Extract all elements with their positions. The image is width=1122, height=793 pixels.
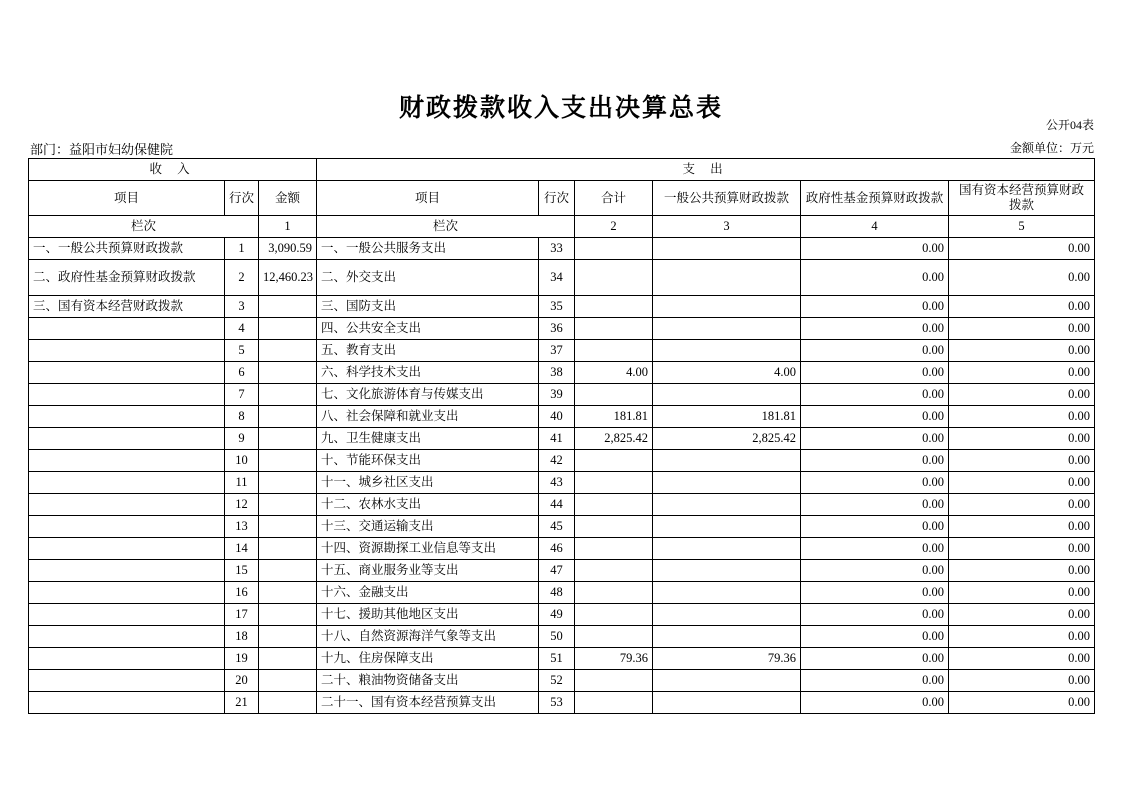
expense-rowno-cell: 47 — [539, 560, 575, 582]
expense-item-cell: 十二、农林水支出 — [317, 494, 539, 516]
income-item-cell — [29, 450, 225, 472]
expense-fund-cell: 0.00 — [801, 560, 949, 582]
expense-total-cell — [575, 260, 653, 296]
department-label: 部门： — [30, 142, 70, 157]
expense-total-cell: 2,825.42 — [575, 428, 653, 450]
expense-capital-cell: 0.00 — [949, 604, 1095, 626]
expense-item-cell: 十九、住房保障支出 — [317, 648, 539, 670]
expense-capital-cell: 0.00 — [949, 538, 1095, 560]
expense-fund-cell: 0.00 — [801, 406, 949, 428]
table-row — [29, 362, 1095, 384]
expense-general-cell: 4.00 — [653, 362, 801, 384]
expense-total-cell — [575, 692, 653, 714]
income-amount-cell — [259, 428, 317, 450]
expense-fund-cell: 0.00 — [801, 604, 949, 626]
expense-total-cell — [575, 238, 653, 260]
expense-general-cell — [653, 670, 801, 692]
income-rowno-cell: 10 — [225, 450, 259, 472]
table-row — [29, 670, 1095, 692]
expense-total-cell: 4.00 — [575, 362, 653, 384]
expense-general-cell — [653, 538, 801, 560]
expense-item-cell: 十七、援助其他地区支出 — [317, 604, 539, 626]
income-amount-cell — [259, 692, 317, 714]
income-item-cell — [29, 340, 225, 362]
income-rowno-cell: 11 — [225, 472, 259, 494]
income-rowno-cell: 14 — [225, 538, 259, 560]
income-amount-cell — [259, 560, 317, 582]
expense-capital-cell: 0.00 — [949, 472, 1095, 494]
expense-total-cell — [575, 560, 653, 582]
expense-item-cell: 八、社会保障和就业支出 — [317, 406, 539, 428]
expense-fund-cell: 0.00 — [801, 362, 949, 384]
income-rowno-cell: 2 — [225, 260, 259, 296]
expense-capital-cell: 0.00 — [949, 516, 1095, 538]
table-column-header-row — [29, 181, 1095, 216]
income-item-cell — [29, 560, 225, 582]
expense-col-5: 5 — [949, 216, 1095, 238]
expense-item-cell: 四、公共安全支出 — [317, 318, 539, 340]
expense-fund-cell: 0.00 — [801, 670, 949, 692]
table-row — [29, 384, 1095, 406]
expense-rowno-cell: 41 — [539, 428, 575, 450]
expense-col-label: 栏次 — [317, 216, 575, 238]
expense-fund-cell: 0.00 — [801, 692, 949, 714]
expense-general-cell — [653, 318, 801, 340]
expense-fund-cell: 0.00 — [801, 238, 949, 260]
income-rowno-cell: 8 — [225, 406, 259, 428]
expense-item-cell: 十一、城乡社区支出 — [317, 472, 539, 494]
income-amount-cell — [259, 472, 317, 494]
table-row — [29, 604, 1095, 626]
income-item-cell — [29, 494, 225, 516]
expense-general-cell — [653, 260, 801, 296]
table-row — [29, 238, 1095, 260]
expense-item-cell: 十、节能环保支出 — [317, 450, 539, 472]
expense-general-cell — [653, 296, 801, 318]
expense-item-cell: 五、教育支出 — [317, 340, 539, 362]
income-item-cell — [29, 384, 225, 406]
expense-item-cell: 十八、自然资源海洋气象等支出 — [317, 626, 539, 648]
expense-total-cell: 79.36 — [575, 648, 653, 670]
expense-fund-cell: 0.00 — [801, 538, 949, 560]
expense-general-cell — [653, 560, 801, 582]
expense-rowno-cell: 38 — [539, 362, 575, 384]
expense-item-cell: 六、科学技术支出 — [317, 362, 539, 384]
income-item-cell — [29, 472, 225, 494]
income-item-header: 项目 — [29, 181, 225, 216]
income-rowno-cell: 7 — [225, 384, 259, 406]
expense-general-cell — [653, 582, 801, 604]
expense-general-cell — [653, 494, 801, 516]
expense-total-cell — [575, 582, 653, 604]
income-col-1: 1 — [259, 216, 317, 238]
income-group-header: 收 入 — [29, 159, 317, 181]
table-row — [29, 472, 1095, 494]
income-amount-cell — [259, 516, 317, 538]
table-row — [29, 318, 1095, 340]
income-rowno-cell: 5 — [225, 340, 259, 362]
department-value: 益阳市妇幼保健院 — [69, 142, 174, 157]
expense-capital-cell: 0.00 — [949, 296, 1095, 318]
income-amount-cell — [259, 340, 317, 362]
expense-general-cell — [653, 340, 801, 362]
expense-capital-cell: 0.00 — [949, 692, 1095, 714]
expense-rowno-cell: 44 — [539, 494, 575, 516]
expense-rowno-cell: 34 — [539, 260, 575, 296]
income-amount-cell — [259, 450, 317, 472]
income-item-cell: 二、政府性基金预算财政拨款 — [29, 260, 225, 296]
expense-fund-cell: 0.00 — [801, 582, 949, 604]
expense-total-cell — [575, 318, 653, 340]
expense-total-cell — [575, 604, 653, 626]
expense-gov-fund-header: 政府性基金预算财政拨款 — [801, 181, 949, 216]
income-col-label: 栏次 — [29, 216, 259, 238]
expense-rowno-cell: 52 — [539, 670, 575, 692]
expense-fund-cell: 0.00 — [801, 626, 949, 648]
expense-fund-cell: 0.00 — [801, 472, 949, 494]
expense-rowno-cell: 49 — [539, 604, 575, 626]
expense-group-header: 支 出 — [317, 159, 1095, 181]
income-rowno-cell: 6 — [225, 362, 259, 384]
table-row — [29, 428, 1095, 450]
income-amount-cell — [259, 406, 317, 428]
expense-capital-cell: 0.00 — [949, 494, 1095, 516]
budget-table — [28, 158, 1095, 714]
income-rowno-cell: 21 — [225, 692, 259, 714]
expense-capital-cell: 0.00 — [949, 450, 1095, 472]
income-amount-header: 金额 — [259, 181, 317, 216]
expense-general-cell — [653, 626, 801, 648]
expense-general-cell: 79.36 — [653, 648, 801, 670]
expense-rowno-cell: 36 — [539, 318, 575, 340]
expense-item-cell: 二十、粮油物资储备支出 — [317, 670, 539, 692]
expense-rowno-header: 行次 — [539, 181, 575, 216]
income-rowno-cell: 13 — [225, 516, 259, 538]
income-item-cell: 一、一般公共预算财政拨款 — [29, 238, 225, 260]
income-rowno-cell: 16 — [225, 582, 259, 604]
expense-general-cell — [653, 384, 801, 406]
department-line — [30, 139, 173, 158]
expense-rowno-cell: 39 — [539, 384, 575, 406]
expense-total-header: 合计 — [575, 181, 653, 216]
expense-item-cell: 一、一般公共服务支出 — [317, 238, 539, 260]
income-amount-cell: 3,090.59 — [259, 238, 317, 260]
income-item-cell — [29, 428, 225, 450]
expense-capital-cell: 0.00 — [949, 582, 1095, 604]
expense-item-cell: 十三、交通运输支出 — [317, 516, 539, 538]
income-amount-cell — [259, 362, 317, 384]
expense-rowno-cell: 45 — [539, 516, 575, 538]
income-item-cell — [29, 626, 225, 648]
expense-capital-cell: 0.00 — [949, 428, 1095, 450]
income-item-cell — [29, 692, 225, 714]
expense-fund-cell: 0.00 — [801, 428, 949, 450]
expense-total-cell: 181.81 — [575, 406, 653, 428]
income-rowno-cell: 12 — [225, 494, 259, 516]
table-group-header-row — [29, 159, 1095, 181]
income-item-cell — [29, 516, 225, 538]
table-row — [29, 516, 1095, 538]
income-rowno-header: 行次 — [225, 181, 259, 216]
expense-rowno-cell: 40 — [539, 406, 575, 428]
income-item-cell — [29, 582, 225, 604]
expense-rowno-cell: 43 — [539, 472, 575, 494]
expense-item-cell: 九、卫生健康支出 — [317, 428, 539, 450]
expense-fund-cell: 0.00 — [801, 648, 949, 670]
expense-capital-cell: 0.00 — [949, 648, 1095, 670]
expense-fund-cell: 0.00 — [801, 340, 949, 362]
amount-unit-note: 金额单位：万元 — [1009, 141, 1094, 155]
expense-item-cell: 七、文化旅游体育与传媒支出 — [317, 384, 539, 406]
table-row — [29, 692, 1095, 714]
table-row — [29, 626, 1095, 648]
table-row — [29, 340, 1095, 362]
expense-rowno-cell: 33 — [539, 238, 575, 260]
income-rowno-cell: 20 — [225, 670, 259, 692]
expense-rowno-cell: 42 — [539, 450, 575, 472]
expense-fund-cell: 0.00 — [801, 516, 949, 538]
income-item-cell — [29, 318, 225, 340]
income-amount-cell — [259, 494, 317, 516]
income-item-cell — [29, 670, 225, 692]
expense-item-header: 项目 — [317, 181, 539, 216]
income-rowno-cell: 18 — [225, 626, 259, 648]
expense-fund-cell: 0.00 — [801, 318, 949, 340]
expense-item-cell: 十五、商业服务业等支出 — [317, 560, 539, 582]
expense-general-cell — [653, 692, 801, 714]
expense-capital-cell: 0.00 — [949, 626, 1095, 648]
table-row — [29, 538, 1095, 560]
expense-capital-cell: 0.00 — [949, 340, 1095, 362]
expense-item-cell: 三、国防支出 — [317, 296, 539, 318]
expense-total-cell — [575, 450, 653, 472]
income-rowno-cell: 9 — [225, 428, 259, 450]
expense-total-cell — [575, 472, 653, 494]
expense-capital-cell: 0.00 — [949, 384, 1095, 406]
expense-rowno-cell: 48 — [539, 582, 575, 604]
table-row — [29, 648, 1095, 670]
table-row — [29, 406, 1095, 428]
table-row — [29, 582, 1095, 604]
expense-col-3: 3 — [653, 216, 801, 238]
income-rowno-cell: 15 — [225, 560, 259, 582]
expense-total-cell — [575, 538, 653, 560]
income-rowno-cell: 17 — [225, 604, 259, 626]
expense-general-cell: 181.81 — [653, 406, 801, 428]
income-rowno-cell: 4 — [225, 318, 259, 340]
income-item-cell — [29, 604, 225, 626]
expense-capital-cell: 0.00 — [949, 318, 1095, 340]
expense-state-capital-header: 国有资本经营预算财政拨款 — [949, 181, 1095, 216]
expense-capital-cell: 0.00 — [949, 362, 1095, 384]
table-row — [29, 494, 1095, 516]
income-amount-cell — [259, 604, 317, 626]
table-row — [29, 560, 1095, 582]
income-amount-cell — [259, 670, 317, 692]
income-item-cell — [29, 648, 225, 670]
expense-item-cell: 二十一、国有资本经营预算支出 — [317, 692, 539, 714]
expense-total-cell — [575, 296, 653, 318]
expense-general-cell — [653, 238, 801, 260]
expense-item-cell: 二、外交支出 — [317, 260, 539, 296]
expense-general-cell — [653, 472, 801, 494]
expense-general-public-header: 一般公共预算财政拨款 — [653, 181, 801, 216]
expense-rowno-cell: 50 — [539, 626, 575, 648]
expense-fund-cell: 0.00 — [801, 296, 949, 318]
expense-rowno-cell: 51 — [539, 648, 575, 670]
expense-total-cell — [575, 626, 653, 648]
income-amount-cell: 12,460.23 — [259, 260, 317, 296]
income-amount-cell — [259, 384, 317, 406]
table-row — [29, 296, 1095, 318]
income-item-cell — [29, 362, 225, 384]
income-amount-cell — [259, 318, 317, 340]
income-amount-cell — [259, 296, 317, 318]
income-rowno-cell: 19 — [225, 648, 259, 670]
expense-fund-cell: 0.00 — [801, 260, 949, 296]
expense-col-2: 2 — [575, 216, 653, 238]
expense-total-cell — [575, 384, 653, 406]
table-column-number-row — [29, 216, 1095, 238]
expense-total-cell — [575, 670, 653, 692]
table-row — [29, 450, 1095, 472]
expense-total-cell — [575, 494, 653, 516]
expense-rowno-cell: 46 — [539, 538, 575, 560]
income-item-cell — [29, 406, 225, 428]
expense-capital-cell: 0.00 — [949, 560, 1095, 582]
expense-general-cell — [653, 450, 801, 472]
expense-capital-cell: 0.00 — [949, 670, 1095, 692]
income-rowno-cell: 1 — [225, 238, 259, 260]
expense-item-cell: 十四、资源勘探工业信息等支出 — [317, 538, 539, 560]
expense-general-cell — [653, 516, 801, 538]
expense-fund-cell: 0.00 — [801, 494, 949, 516]
expense-rowno-cell: 35 — [539, 296, 575, 318]
expense-general-cell — [653, 604, 801, 626]
expense-capital-cell: 0.00 — [949, 406, 1095, 428]
expense-fund-cell: 0.00 — [801, 384, 949, 406]
expense-total-cell — [575, 340, 653, 362]
page-title: 财政拨款收入支出决算总表 — [398, 95, 723, 122]
table-row — [29, 260, 1095, 296]
expense-capital-cell: 0.00 — [949, 260, 1095, 296]
expense-item-cell: 十六、金融支出 — [317, 582, 539, 604]
income-rowno-cell: 3 — [225, 296, 259, 318]
income-amount-cell — [259, 538, 317, 560]
income-amount-cell — [259, 648, 317, 670]
form-number: 公开04表 — [1045, 118, 1094, 132]
expense-fund-cell: 0.00 — [801, 450, 949, 472]
expense-capital-cell: 0.00 — [949, 238, 1095, 260]
expense-rowno-cell: 53 — [539, 692, 575, 714]
expense-rowno-cell: 37 — [539, 340, 575, 362]
table-body — [29, 159, 1095, 714]
expense-total-cell — [575, 516, 653, 538]
income-item-cell — [29, 538, 225, 560]
income-item-cell: 三、国有资本经营财政拨款 — [29, 296, 225, 318]
income-amount-cell — [259, 626, 317, 648]
income-amount-cell — [259, 582, 317, 604]
expense-col-4: 4 — [801, 216, 949, 238]
expense-general-cell: 2,825.42 — [653, 428, 801, 450]
